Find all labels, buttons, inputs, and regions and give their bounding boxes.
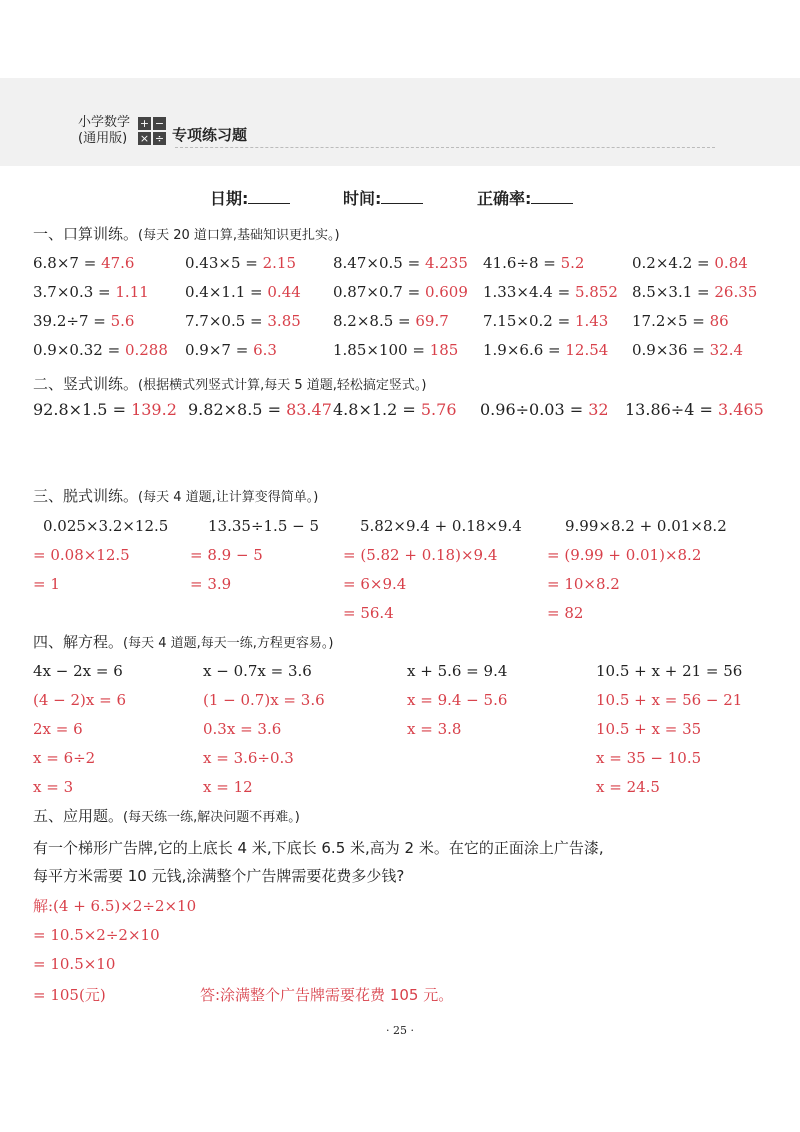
mental-math-item — [33, 311, 134, 331]
eq-2-step-4: x = 12 — [203, 778, 253, 796]
section-5-note: (每天练一练,解决问题不再难。) — [123, 810, 300, 825]
mental-math-item — [483, 253, 584, 273]
mental-math-item — [185, 253, 296, 273]
mental-math-item — [333, 253, 468, 273]
eq-2-question: x − 0.7x = 3.6 — [203, 662, 312, 680]
date-label: 日期: — [210, 189, 249, 208]
solution-step-2: = 10.5×2÷2×10 — [33, 926, 160, 944]
answer: 3.85 — [267, 312, 301, 330]
series-line-2: (通用版) — [78, 131, 128, 146]
section-5-title: 五、应用题。 — [33, 807, 124, 825]
column-calc-item — [625, 400, 764, 420]
question: 6.8×7 = — [33, 254, 102, 272]
solution-step-3: = 10.5×10 — [33, 955, 116, 973]
answer: 5.6 — [110, 312, 135, 330]
question: 41.6÷8 = — [483, 254, 561, 272]
eq-1-step-2: 2x = 6 — [33, 720, 83, 738]
eq-1-step-3: x = 6÷2 — [33, 749, 96, 767]
accuracy-blank — [531, 189, 573, 204]
eq-2-step-2: 0.3x = 3.6 — [203, 720, 282, 738]
eq-3-question: x + 5.6 = 9.4 — [407, 662, 508, 680]
minus-icon: − — [154, 117, 165, 130]
mental-math-item — [632, 340, 743, 360]
mental-math-item — [632, 311, 729, 331]
answer: 83.47 — [286, 400, 332, 419]
question: 17.2×5 = — [632, 312, 710, 330]
expr-2-step-1: = 8.9 − 5 — [190, 546, 263, 564]
question: 1.33×4.4 = — [483, 283, 575, 301]
eq-3-step-2: x = 3.8 — [407, 720, 462, 738]
column-calc-item — [480, 400, 609, 420]
expr-4-question: 9.99×8.2 + 0.01×8.2 — [565, 517, 727, 535]
divide-icon: ÷ — [154, 132, 165, 145]
mental-math-item — [185, 340, 277, 360]
eq-4-step-2: 10.5 + x = 35 — [596, 720, 702, 738]
answer: 32 — [588, 400, 609, 419]
section-2-heading — [33, 374, 426, 396]
expr-1-question: 0.025×3.2×12.5 — [43, 517, 169, 535]
question: 8.5×3.1 = — [632, 283, 715, 301]
question: 0.2×4.2 = — [632, 254, 715, 272]
question: 0.9×36 = — [632, 341, 710, 359]
question: 9.82×8.5 = — [188, 400, 287, 419]
expr-4-step-2: = 10×8.2 — [547, 575, 620, 593]
date-blank — [248, 189, 290, 204]
time-blank — [381, 189, 423, 204]
answer: 0.288 — [124, 341, 168, 359]
answer: 12.54 — [565, 341, 609, 359]
section-5-heading — [33, 806, 300, 828]
mental-math-item — [632, 253, 748, 273]
mental-math-item — [33, 340, 168, 360]
section-4-note: (每天 4 道题,每天一练,方程更容易。) — [123, 636, 334, 651]
question: 1.9×6.6 = — [483, 341, 566, 359]
answer: 5.852 — [574, 283, 618, 301]
question: 0.43×5 = — [185, 254, 263, 272]
answer: 26.35 — [714, 283, 758, 301]
mental-math-item — [333, 282, 468, 302]
accuracy-label: 正确率: — [477, 189, 532, 208]
accuracy-field — [477, 186, 573, 209]
eq-4-question: 10.5 + x + 21 = 56 — [596, 662, 743, 680]
operations-logo — [138, 117, 166, 145]
final-answer: 答:涂满整个广告牌需要花费 105 元。 — [200, 986, 454, 1004]
column-calc-item — [333, 400, 457, 420]
section-3-note: (每天 4 道题,让计算变得简单。) — [138, 490, 319, 505]
expr-4-step-3: = 82 — [547, 604, 584, 622]
question: 13.86÷4 = — [625, 400, 718, 419]
answer: 4.235 — [424, 254, 468, 272]
series-name — [78, 115, 130, 147]
expr-2-step-2: = 3.9 — [190, 575, 232, 593]
section-3-title: 三、脱式训练。 — [33, 487, 139, 505]
problem-line-2: 每平方米需要 10 元钱,涂满整个广告牌需要花费多少钱? — [33, 867, 405, 885]
mental-math-item — [185, 311, 301, 331]
mental-math-item — [185, 282, 301, 302]
eq-3-step-1: x = 9.4 − 5.6 — [407, 691, 508, 709]
eq-1-question: 4x − 2x = 6 — [33, 662, 123, 680]
answer: 86 — [709, 312, 729, 330]
header-divider — [175, 147, 715, 148]
question: 8.47×0.5 = — [333, 254, 425, 272]
expr-1-step-2: = 1 — [33, 575, 60, 593]
question: 0.96÷0.03 = — [480, 400, 589, 419]
section-4-title: 四、解方程。 — [33, 633, 124, 651]
mental-math-item — [483, 311, 608, 331]
mental-math-item — [483, 282, 618, 302]
eq-1-step-4: x = 3 — [33, 778, 74, 796]
expr-3-question: 5.82×9.4 + 0.18×9.4 — [360, 517, 522, 535]
eq-1-step-1: (4 − 2)x = 6 — [33, 691, 127, 709]
expr-3-step-2: = 6×9.4 — [343, 575, 407, 593]
answer: 2.15 — [262, 254, 297, 272]
eq-4-step-1: 10.5 + x = 56 − 21 — [596, 691, 743, 709]
column-calc-item — [188, 400, 332, 420]
date-field — [210, 186, 290, 209]
page-header — [78, 115, 247, 147]
answer: 185 — [429, 341, 459, 359]
answer: 32.4 — [709, 341, 744, 359]
series-line-1: 小学数学 — [78, 115, 131, 130]
answer: 6.3 — [253, 341, 277, 359]
answer: 139.2 — [131, 400, 177, 419]
question: 39.2÷7 = — [33, 312, 111, 330]
time-label: 时间: — [343, 189, 382, 208]
question: 0.4×1.1 = — [185, 283, 268, 301]
answer: 3.465 — [717, 400, 764, 419]
mental-math-item — [483, 340, 608, 360]
answer: 5.76 — [420, 400, 457, 419]
answer: 0.44 — [267, 283, 301, 301]
question: 4.8×1.2 = — [333, 400, 421, 419]
section-1-heading — [33, 224, 340, 246]
expr-3-step-1: = (5.82 + 0.18)×9.4 — [343, 546, 498, 564]
section-1-title: 一、口算训练。 — [33, 225, 139, 243]
question: 8.2×8.5 = — [333, 312, 416, 330]
mental-math-item — [333, 340, 458, 360]
eq-4-step-4: x = 24.5 — [596, 778, 660, 796]
question: 92.8×1.5 = — [33, 400, 132, 419]
expr-4-step-1: = (9.99 + 0.01)×8.2 — [547, 546, 702, 564]
answer: 1.11 — [115, 283, 149, 301]
column-calc-item — [33, 400, 177, 420]
solution-step-4: = 105(元) — [33, 986, 106, 1004]
mental-math-item — [33, 253, 134, 273]
expr-3-step-3: = 56.4 — [343, 604, 394, 622]
time-field — [343, 186, 423, 209]
subject-title: 专项练习题 — [172, 126, 248, 144]
section-3-heading — [33, 486, 318, 508]
mental-math-item — [632, 282, 757, 302]
mental-math-item — [33, 282, 149, 302]
section-2-note: (根据横式列竖式计算,每天 5 道题,轻松搞定竖式。) — [138, 378, 427, 393]
question: 0.9×0.32 = — [33, 341, 125, 359]
solution-step-1: 解:(4 + 6.5)×2÷2×10 — [33, 897, 197, 915]
plus-icon: + — [139, 117, 150, 130]
problem-line-1: 有一个梯形广告牌,它的上底长 4 米,下底长 6.5 米,高为 2 米。在它的正面涂上广告漆, — [33, 839, 604, 857]
eq-2-step-1: (1 − 0.7)x = 3.6 — [203, 691, 325, 709]
question: 3.7×0.3 = — [33, 283, 116, 301]
question: 1.85×100 = — [333, 341, 430, 359]
expr-2-question: 13.35÷1.5 − 5 — [208, 517, 320, 535]
answer: 0.609 — [424, 283, 468, 301]
question: 0.87×0.7 = — [333, 283, 425, 301]
question: 7.7×0.5 = — [185, 312, 268, 330]
answer: 47.6 — [101, 254, 135, 272]
expr-1-step-1: = 0.08×12.5 — [33, 546, 130, 564]
page-number: · 25 · — [386, 1024, 414, 1037]
times-icon: × — [139, 132, 150, 145]
question: 7.15×0.2 = — [483, 312, 575, 330]
section-1-note: (每天 20 道口算,基础知识更扎实。) — [138, 228, 340, 243]
mental-math-item — [333, 311, 449, 331]
question: 0.9×7 = — [185, 341, 254, 359]
section-2-title: 二、竖式训练。 — [33, 375, 139, 393]
section-4-heading — [33, 632, 333, 654]
answer: 1.43 — [574, 312, 609, 330]
answer: 69.7 — [415, 312, 449, 330]
answer: 0.84 — [714, 254, 748, 272]
eq-2-step-3: x = 3.6÷0.3 — [203, 749, 294, 767]
answer: 5.2 — [560, 254, 585, 272]
eq-4-step-3: x = 35 − 10.5 — [596, 749, 702, 767]
